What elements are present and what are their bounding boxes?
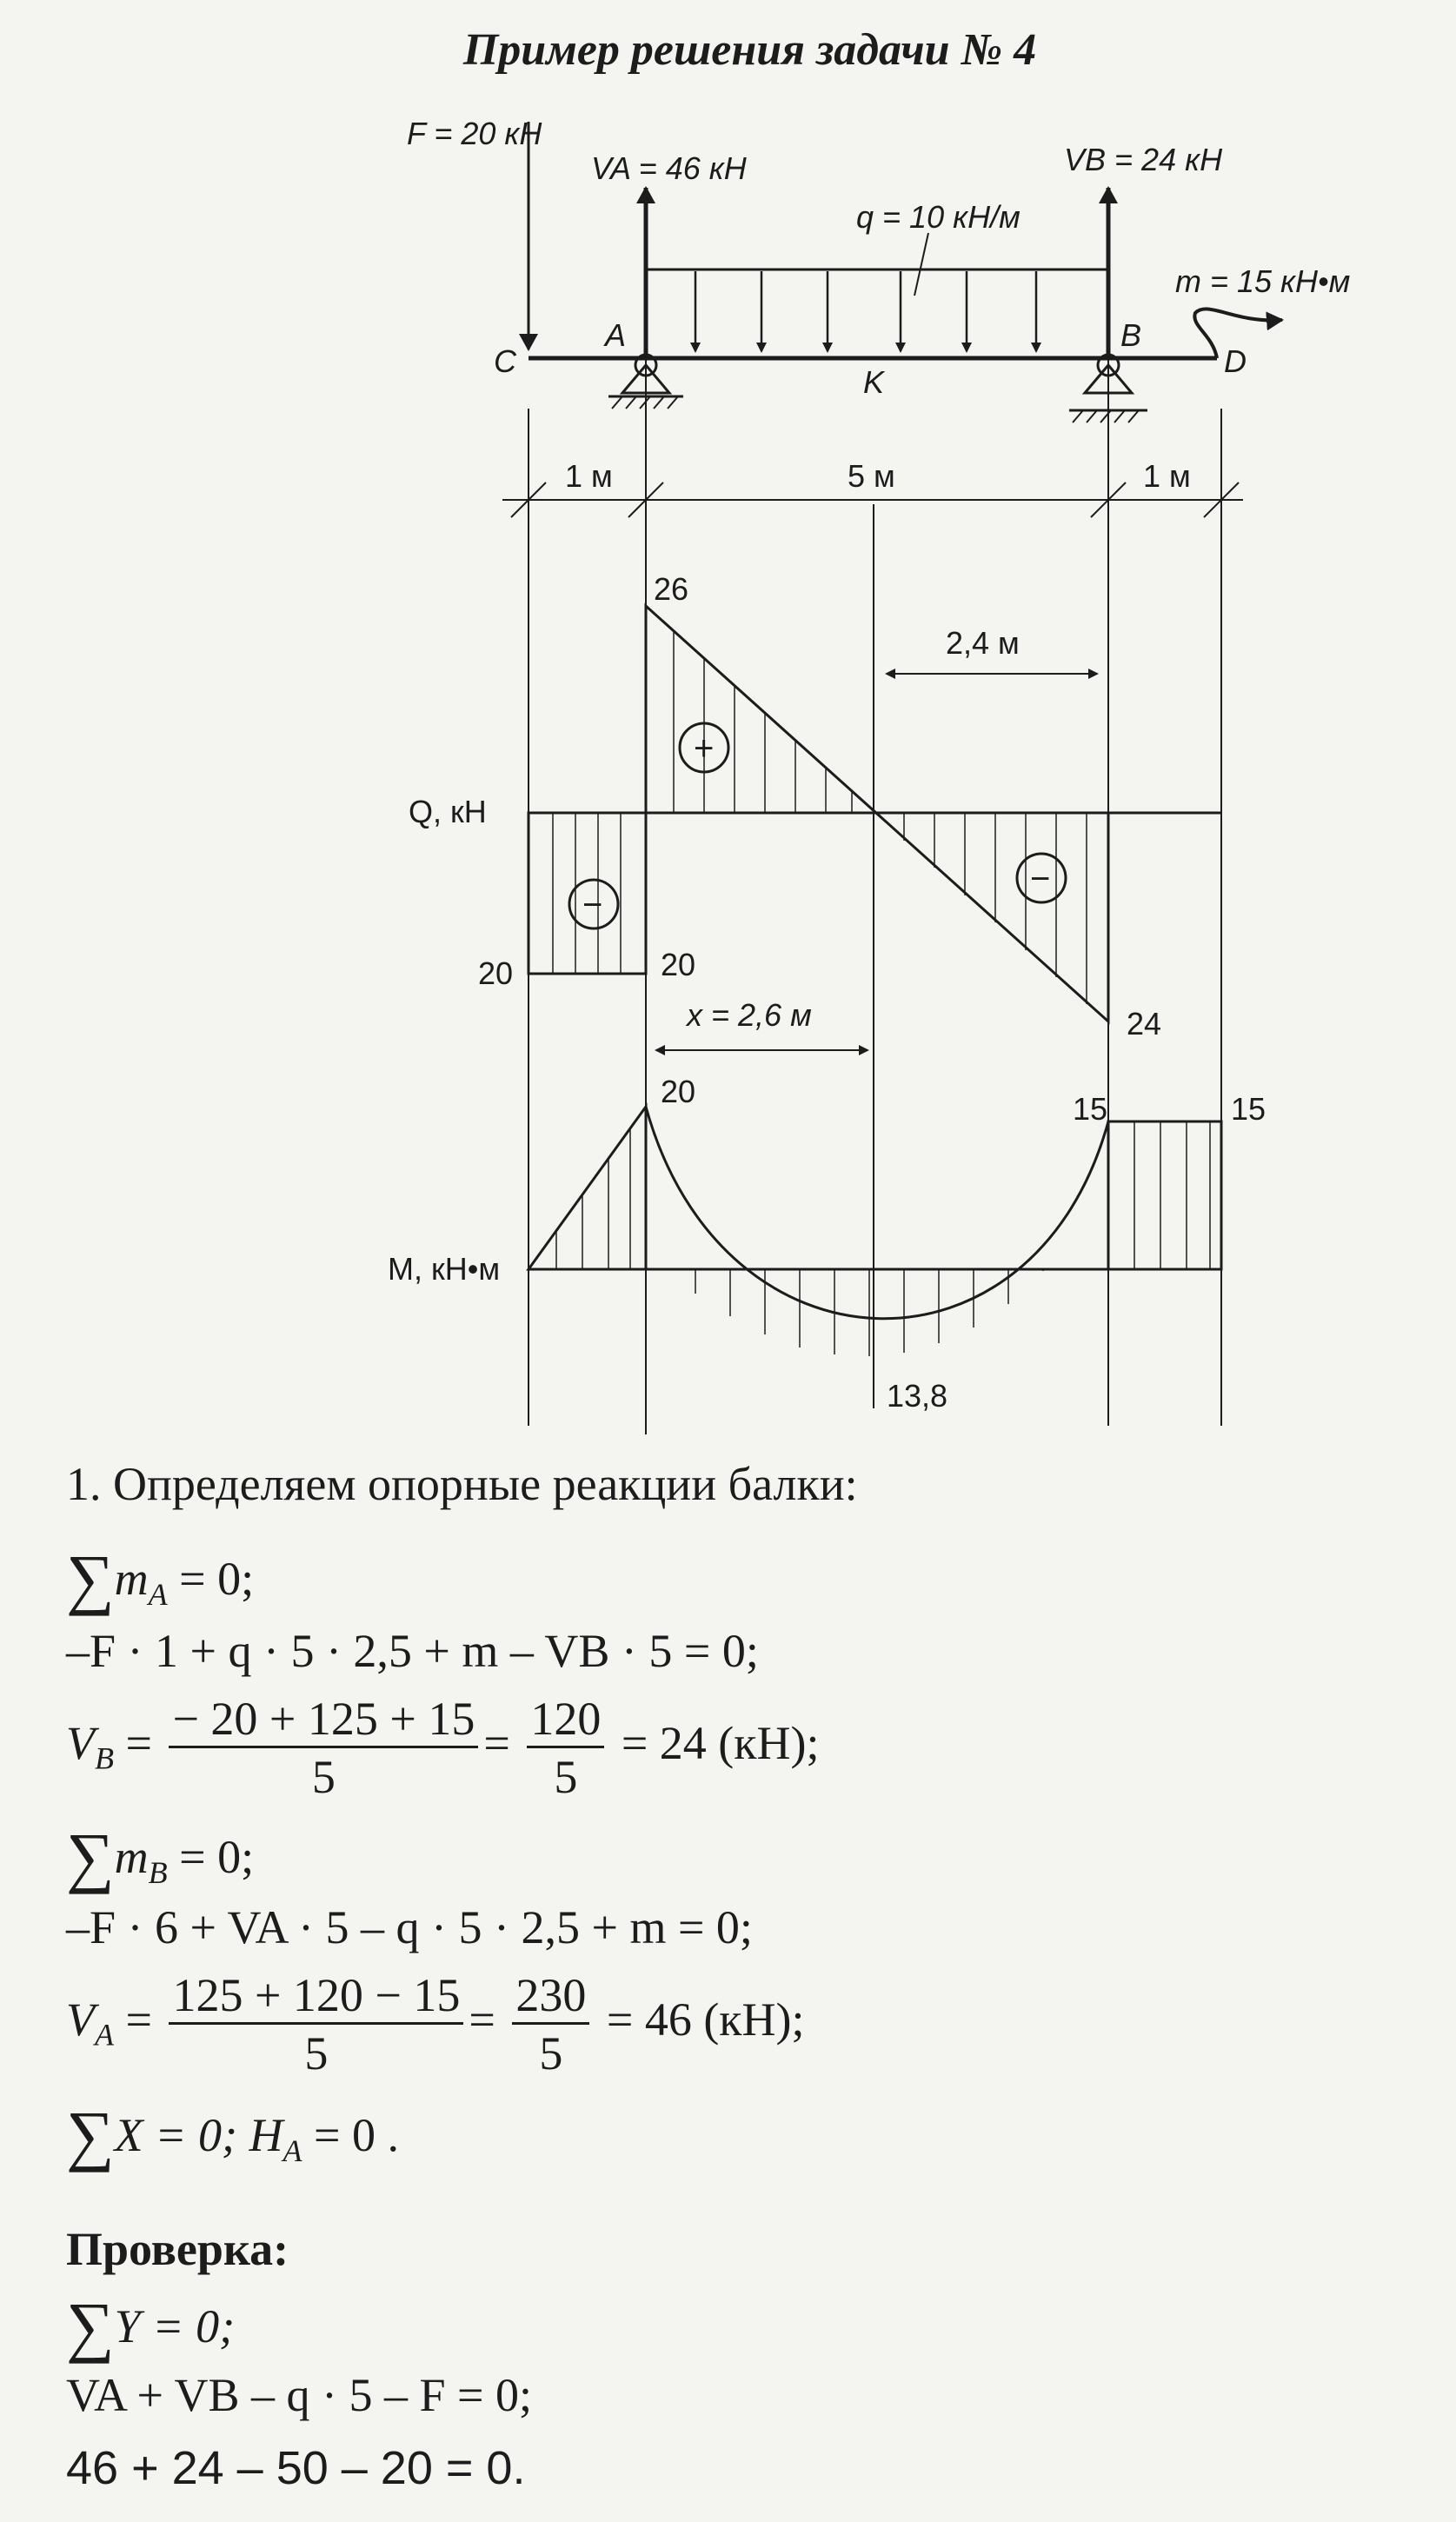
va-lhs: V xyxy=(66,1993,95,2046)
moment-value-15-right: 15 xyxy=(1231,1091,1267,1127)
moment-value-13-8: 13,8 xyxy=(887,1378,948,1414)
point-A-label: A xyxy=(605,317,627,353)
point-K-label: K xyxy=(863,364,885,400)
va-frac2-den: 5 xyxy=(539,2027,563,2079)
sum-mA-var: m xyxy=(114,1553,149,1605)
vb-lhs: V xyxy=(66,1716,95,1769)
reaction-VB-label: VB = 24 кН xyxy=(1064,142,1223,177)
sum-mA-sub: A xyxy=(148,1576,168,1612)
force-F-label: F = 20 кН xyxy=(407,116,542,151)
sum-mB-rhs: = 0; xyxy=(167,1831,255,1883)
page-title: Пример решения задачи № 4 xyxy=(462,25,1037,75)
shear-plus-sign: + xyxy=(694,729,715,768)
point-C-label: C xyxy=(494,343,516,379)
vb-sub: B xyxy=(95,1740,114,1776)
vb-frac1-den: 5 xyxy=(311,1751,336,1803)
sum-mB-equation: $\sum m_B = 0$; xyxy=(66,1819,255,1894)
va-result: = 46 (кН); xyxy=(606,1993,805,2046)
equation-1: –F · 1 + q · 5 · 2,5 + m – VB · 5 = 0; xyxy=(66,1625,759,1677)
step1-heading: 1. Определяем опорные реакции балки: xyxy=(66,1458,858,1510)
va-calculation: $V_A$ = $\frac{125 + 120 - 15}{5}$ = $\frac{230}{5}$ = 46 (кН); xyxy=(66,1969,805,2079)
sum-mB-sub: B xyxy=(148,1854,168,1890)
sum-X-text: X = 0; H xyxy=(114,2109,283,2161)
shear-axis-label: Q, кН xyxy=(409,794,487,829)
sum-X-rhs: = 0 . xyxy=(302,2109,399,2161)
sum-mA-equation: $\sum m_A = 0$; xyxy=(66,1540,255,1616)
moment-value-15-left: 15 xyxy=(1073,1091,1108,1127)
reaction-VA-label: VA = 46 кН xyxy=(591,150,747,186)
shear-dim-2-4: 2,4 м xyxy=(946,625,1020,661)
dim-left-label: 1 м xyxy=(565,458,613,494)
shear-value-24: 24 xyxy=(1127,1006,1162,1041)
vb-frac2-num: 120 xyxy=(527,1695,604,1748)
sum-Y-text: Y = 0; xyxy=(114,2300,236,2352)
shear-value-20-left: 20 xyxy=(478,955,514,991)
va-frac1-num: 125 + 120 − 15 xyxy=(169,1972,463,2025)
va-frac1-den: 5 xyxy=(304,2027,329,2079)
va-sub: A xyxy=(95,2017,114,2053)
check-numeric: 46 + 24 – 50 – 20 = 0. xyxy=(66,2442,526,2494)
vb-result: = 24 (кН); xyxy=(621,1716,820,1769)
shear-dim-x: x = 2,6 м xyxy=(687,997,812,1033)
sum-X-equation: ∑X = 0; $H_A = 0$ . xyxy=(66,2097,399,2173)
dim-middle-label: 5 м xyxy=(848,458,895,494)
point-D-label: D xyxy=(1224,343,1247,379)
va-frac2-num: 230 xyxy=(512,1972,589,2025)
shear-minus-sign-left: − xyxy=(582,886,603,924)
equation-2: –F · 6 + VA · 5 – q · 5 · 2,5 + m = 0; xyxy=(66,1901,753,1953)
moment-axis-label: M, кН•м xyxy=(388,1251,501,1287)
sum-X-sub: A xyxy=(283,2133,303,2168)
shear-minus-sign-right: − xyxy=(1030,860,1051,898)
moment-value-20: 20 xyxy=(661,1074,696,1109)
vb-calculation: $V_B$ = $\frac{- 20 + 125 + 15}{5}$ = $\frac{120}{5}$ = 24 (кН); xyxy=(66,1693,820,1803)
check-equation: VA + VB – q · 5 – F = 0; xyxy=(66,2369,533,2421)
dim-right-label: 1 м xyxy=(1143,458,1191,494)
load-q-label: q = 10 кН/м xyxy=(856,199,1021,235)
moment-m-label: m = 15 кН•м xyxy=(1175,263,1351,299)
shear-value-26: 26 xyxy=(654,571,689,607)
shear-value-20-right: 20 xyxy=(661,947,696,982)
sum-Y-equation: ∑Y = 0; xyxy=(66,2288,236,2364)
sum-mB-var: m xyxy=(114,1831,149,1883)
sum-mA-rhs: = 0; xyxy=(167,1553,255,1605)
point-B-label: B xyxy=(1120,317,1142,353)
check-heading: Проверка: xyxy=(66,2223,289,2275)
vb-frac1-num: − 20 + 125 + 15 xyxy=(169,1695,478,1748)
vb-frac2-den: 5 xyxy=(554,1751,578,1803)
